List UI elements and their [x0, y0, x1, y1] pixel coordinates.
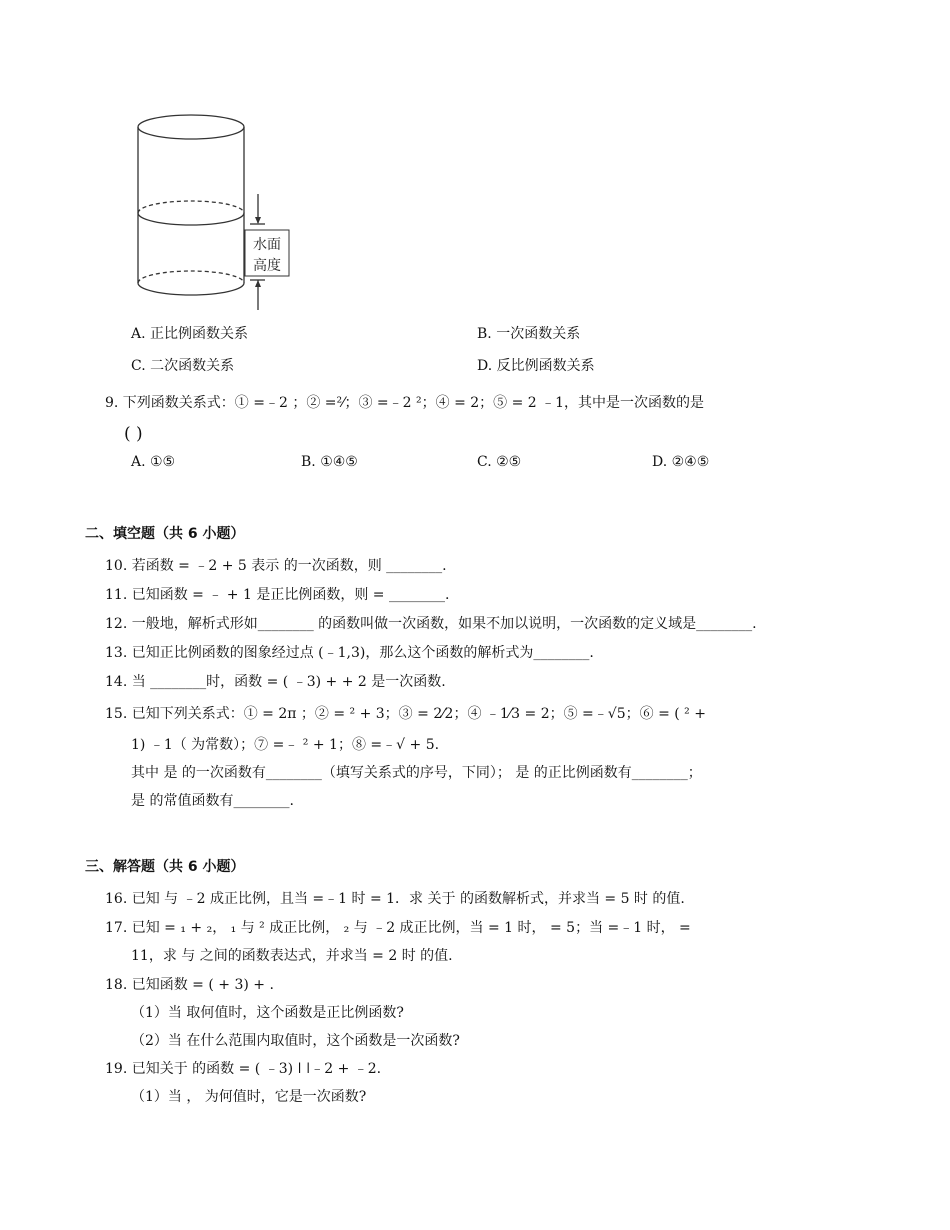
q9-option-c: C. ②⑤: [477, 454, 522, 470]
q17-line1: 17. 已知 = ₁ + ₂， ₁ 与 ² 成正比例， ₂ 与 ﹣2 成正比例，当 = 1 时， = 5；当 =﹣1 时， =: [105, 920, 691, 936]
q12: 12. 一般地，解析式形如________ 的函数叫做一次函数，如果不加以说明，一次函数的定义域是________.: [105, 616, 757, 632]
dim-arrowhead-bottom: [255, 280, 261, 287]
q17-line2: 11，求 与 之间的函数表达式，并求当 = 2 时 的值.: [131, 948, 453, 964]
q15-line1: 15. 已知下列关系式：① = 2π ；② = ² + 3；③ = 2⁄2；④ ﹣1⁄3 = 2；⑤ =﹣√5；⑥ = ( ² +: [105, 706, 706, 722]
section3-title: 三、解答题（共 6 小题）: [85, 859, 245, 875]
q18: 18. 已知函数 = ( + 3) + .: [105, 977, 274, 993]
q19-part1: （1）当 ， 为何值时，它是一次函数?: [131, 1089, 367, 1105]
dim-arrowhead-top: [255, 217, 261, 224]
dim-label-line2: 高度: [253, 258, 281, 274]
q15-line2: 1) ﹣1（ 为常数）；⑦ =﹣ ² + 1；⑧ =﹣√ + 5.: [131, 737, 440, 753]
cylinder-top-rim: [138, 115, 244, 139]
q16: 16. 已知 与 ﹣2 成正比例，且当 =﹣1 时 = 1．求 关于 的函数解析式，并求当 = 5 时 的值.: [105, 891, 685, 907]
q9-text: 9. 下列函数关系式：① =﹣2 ；② =²⁄；③ =﹣2 ²；④ = 2；⑤ = 2 ﹣1，其中是一次函数的是: [105, 395, 705, 411]
cylinder-bottom-front: [138, 283, 244, 295]
q15-line4: 是 的常值函数有________.: [131, 793, 294, 809]
q9-option-d: D. ②④⑤: [652, 454, 710, 470]
q8-option-d: D. 反比例函数关系: [477, 358, 595, 374]
q9-paren: ( ): [124, 424, 143, 444]
q18-part2: （2）当 在什么范围内取值时，这个函数是一次函数?: [131, 1033, 460, 1049]
section2-title: 二、填空题（共 6 小题）: [85, 526, 245, 542]
water-surface-back: [138, 201, 244, 213]
q18-part1: （1）当 取何值时，这个函数是正比例函数?: [131, 1005, 404, 1021]
q9-option-b: B. ①④⑤: [301, 454, 358, 470]
q15-line3: 其中 是 的一次函数有________（填写关系式的序号，下同）； 是 的正比例函数有________；: [131, 765, 702, 781]
q13: 13. 已知正比例函数的图象经过点 (﹣1,3)，那么这个函数的解析式为________.: [105, 645, 594, 661]
q8-option-b: B. 一次函数关系: [477, 326, 581, 342]
cylinder-bottom-back: [138, 271, 244, 283]
q9-option-a: A. ①⑤: [131, 454, 176, 470]
q14: 14. 当 ________时，函数 = ( ﹣3) + + 2 是一次函数.: [105, 674, 446, 690]
dim-label-line1: 水面: [253, 237, 281, 253]
cylinder-figure: [130, 110, 300, 315]
water-surface-front: [138, 213, 244, 225]
q19: 19. 已知关于 的函数 = ( ﹣3) ǀ ǀ﹣2 + ﹣2.: [105, 1061, 382, 1077]
q10: 10. 若函数 = ﹣2 + 5 表示 的一次函数，则 ________.: [105, 558, 447, 574]
q8-option-c: C. 二次函数关系: [131, 358, 235, 374]
q11: 11. 已知函数 = ﹣ + 1 是正比例函数，则 = ________.: [105, 587, 450, 603]
q8-option-a: A. 正比例函数关系: [131, 326, 249, 342]
